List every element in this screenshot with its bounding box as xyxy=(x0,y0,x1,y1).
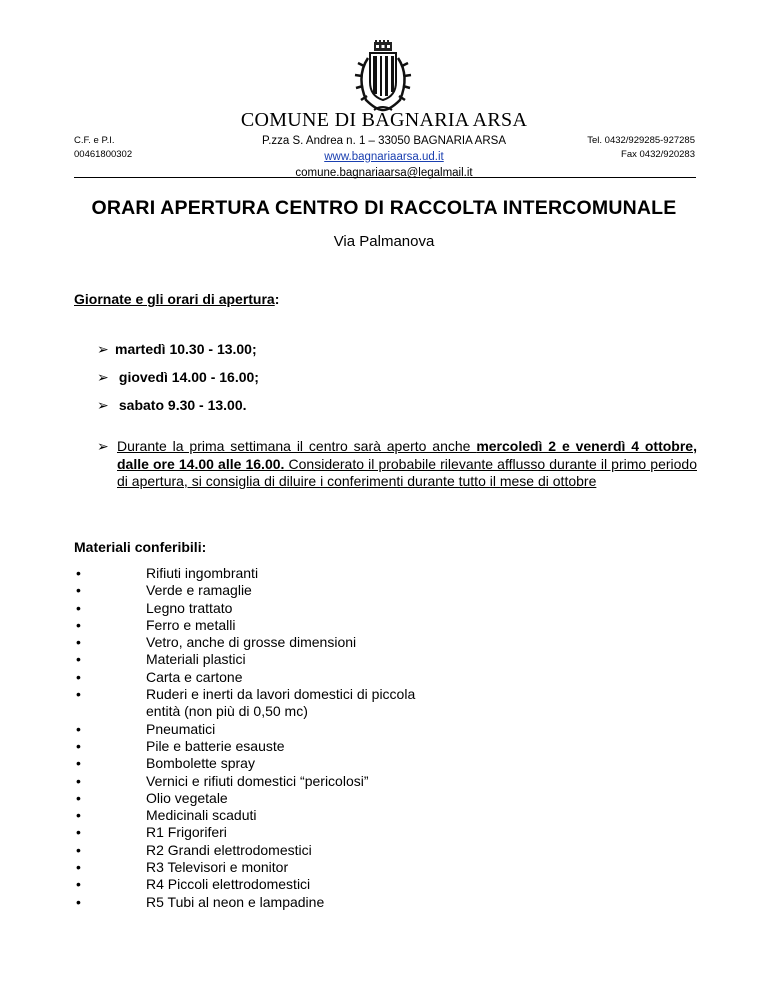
bullet-icon: • xyxy=(76,737,81,754)
bullet-icon: • xyxy=(76,807,81,824)
list-item xyxy=(74,859,446,876)
list-item-text: Pneumatici xyxy=(146,720,216,737)
list-item-text: Carta e cartone xyxy=(146,668,243,685)
arrow-bullet-icon: ➢ xyxy=(97,438,109,454)
note-text-1: Durante la prima settimana il centro sarà aperto anche xyxy=(117,438,477,454)
list-item xyxy=(74,755,446,772)
list-item xyxy=(74,582,446,599)
schedule-item xyxy=(97,369,259,386)
schedule-item xyxy=(97,397,247,414)
list-item xyxy=(74,721,446,738)
bullet-icon: • xyxy=(76,582,81,599)
note-text-bold: mercoledì 2 e venerdì 4 ottobre, dalle ore 14.00 alle 16.00. xyxy=(117,438,697,472)
website-link[interactable]: www.bagnariaarsa.ud.it xyxy=(324,151,444,163)
materials-list xyxy=(74,565,446,911)
schedule-heading xyxy=(74,291,279,307)
list-item-text: Verde e ramaglie xyxy=(146,582,252,599)
bullet-icon: • xyxy=(76,599,81,616)
list-item xyxy=(74,565,446,582)
bullet-icon: • xyxy=(76,859,81,876)
list-item xyxy=(74,894,446,911)
contacts-block xyxy=(587,134,695,162)
list-item xyxy=(74,773,446,790)
fiscal-number: 00461800302 xyxy=(74,149,133,160)
schedule-heading-text: Giornate e gli orari di apertura xyxy=(74,291,275,307)
document-subtitle: Via Palmanova xyxy=(333,233,435,250)
bullet-icon: • xyxy=(76,720,81,737)
fiscal-label: C.F. e P.I. xyxy=(74,135,115,146)
bullet-icon: • xyxy=(76,789,81,806)
bullet-icon: • xyxy=(76,893,81,910)
bullet-icon: • xyxy=(76,841,81,858)
note-paragraph xyxy=(117,438,697,491)
list-item xyxy=(74,790,446,807)
org-name: COMUNE DI BAGNARIA ARSA xyxy=(240,109,528,131)
list-item-text: Materiali plastici xyxy=(146,651,246,668)
list-item xyxy=(74,617,446,634)
list-item xyxy=(74,669,446,686)
list-item-text: R3 Televisori e monitor xyxy=(146,859,289,876)
list-item-text: R5 Tubi al neon e lampadine xyxy=(146,893,325,910)
schedule-item xyxy=(97,341,257,358)
bullet-icon: • xyxy=(76,616,81,633)
list-item xyxy=(74,807,446,824)
first-week-note xyxy=(97,438,697,491)
header-divider xyxy=(74,177,696,178)
list-item xyxy=(74,686,446,721)
street-address: P.zza S. Andrea n. 1 – 33050 BAGNARIA ARSA xyxy=(262,135,506,147)
schedule-item-text: sabato 9.30 - 13.00. xyxy=(118,397,247,413)
list-item xyxy=(74,738,446,755)
list-item-text: Ruderi e inerti da lavori domestici di piccola entità (non più di 0,50 mc) xyxy=(146,686,416,720)
arrow-bullet-icon: ➢ xyxy=(97,369,109,385)
list-item-text: R2 Grandi elettrodomestici xyxy=(146,841,312,858)
document-title: ORARI APERTURA CENTRO DI RACCOLTA INTERCOMUNALE xyxy=(91,197,677,219)
list-item-text: Pile e batterie esauste xyxy=(146,737,285,754)
list-item-text: Olio vegetale xyxy=(146,789,228,806)
list-item-text: Rifiuti ingombranti xyxy=(146,565,259,581)
bullet-icon: • xyxy=(76,651,81,668)
list-item-text: Bombolette spray xyxy=(146,755,255,772)
list-item-text: Ferro e metalli xyxy=(146,616,236,633)
arrow-bullet-icon: ➢ xyxy=(97,341,109,357)
pec-email: comune.bagnariaarsa@legalmail.it xyxy=(295,167,473,179)
schedule-item-text: martedì 10.30 - 13.00; xyxy=(115,341,257,357)
list-item-text: R4 Piccoli elettrodomestici xyxy=(146,876,311,893)
list-item xyxy=(74,824,446,841)
telephone: Tel. 0432/929285-927285 xyxy=(587,135,695,146)
schedule-item-text: giovedì 14.00 - 16.00; xyxy=(118,369,259,385)
note-text-2: Considerato il probabile rilevante afflusso durante il primo periodo di apertura, si consiglia di diluire i conferimenti durante tutto il mese di ottobre xyxy=(117,455,697,489)
bullet-icon: • xyxy=(76,668,81,685)
bullet-icon: • xyxy=(76,755,81,772)
list-item xyxy=(74,600,446,617)
list-item-text: Legno trattato xyxy=(146,599,233,616)
bullet-icon: • xyxy=(76,686,81,703)
list-item-text: Vernici e rifiuti domestici “pericolosi” xyxy=(146,772,369,789)
list-item xyxy=(74,876,446,893)
list-item-text: R1 Frigoriferi xyxy=(146,824,227,841)
bullet-icon: • xyxy=(76,824,81,841)
bullet-icon: • xyxy=(76,876,81,893)
schedule-heading-colon: : xyxy=(274,291,280,307)
list-item xyxy=(74,634,446,651)
arrow-bullet-icon: ➢ xyxy=(97,397,109,413)
bullet-icon: • xyxy=(76,634,81,651)
bullet-icon: • xyxy=(76,772,81,789)
list-item xyxy=(74,842,446,859)
bullet-icon: • xyxy=(76,565,81,581)
fax: Fax 0432/920283 xyxy=(621,149,695,160)
list-item-text: Medicinali scaduti xyxy=(146,807,257,824)
municipal-crest-icon xyxy=(350,40,416,116)
list-item xyxy=(74,651,446,668)
materials-heading: Materiali conferibili: xyxy=(74,539,207,555)
list-item-text: Vetro, anche di grosse dimensioni xyxy=(146,634,357,651)
